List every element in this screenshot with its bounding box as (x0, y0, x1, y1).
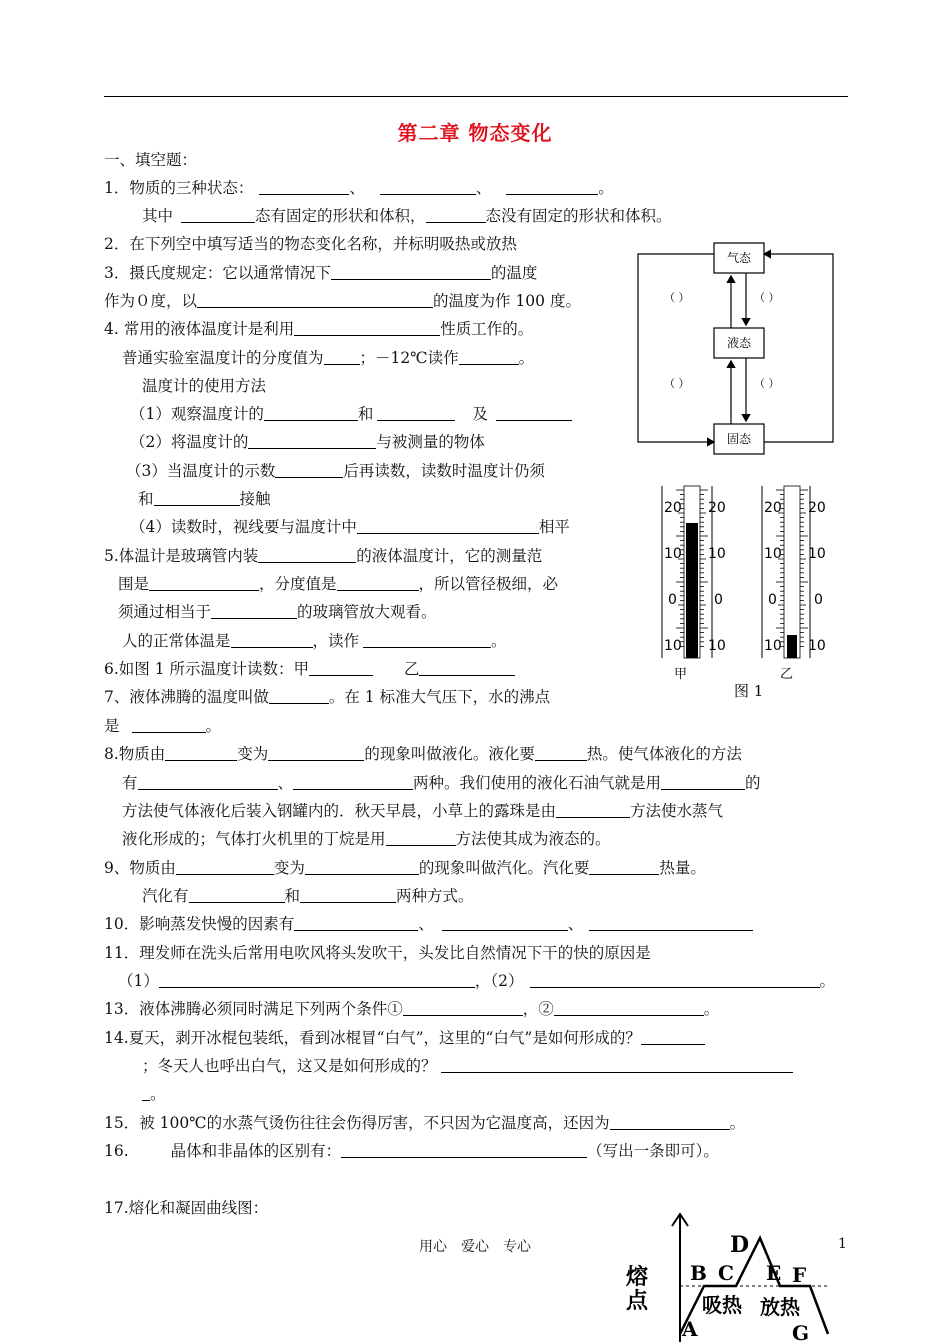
y-label-point: 点 (626, 1289, 649, 1314)
question-5-line-3: 须通过相当于 的玻璃管放大观看。 (118, 603, 437, 621)
question-13: 13．液体沸腾必须同时满足下列两个条件① ，② 。 (104, 1000, 720, 1018)
svg-text:20: 20 (808, 500, 826, 516)
svg-text:0: 0 (668, 592, 677, 608)
phase-change-diagram (630, 238, 840, 463)
question-8: 8.物质由 变为 的现象叫做液化。液化要 热。使气体液化的方法 (104, 745, 742, 763)
question-11: 11．理发师在洗头后常用电吹风将头发吹干，头发比自然情况下干的快的原因是 (104, 944, 651, 962)
question-9: 9、物质由 变为 的现象叫做汽化。汽化要 热量。 (104, 859, 706, 877)
point-E: E (766, 1261, 782, 1285)
chapter-title: 第二章 物态变化 (397, 121, 553, 145)
question-8-line-2: 有 、 两种。我们使用的液化石油气就是用 的 (122, 774, 761, 792)
question-14: 14.夏天，剥开冰棍包装纸，看到冰棍冒“白气”，这里的“白气”是如何形成的？ (104, 1028, 705, 1048)
blank-2: （ ） (754, 291, 780, 304)
svg-text:0: 0 (814, 592, 823, 608)
question-10: 10．影响蒸发快慢的因素有 、 、 (104, 914, 753, 934)
question-5-line-2: 围是 ，分度值是 ，所以管径极细，必 (118, 575, 559, 593)
svg-text:10: 10 (708, 546, 726, 562)
question-4-line-4: （1）观察温度计的 和 及 (130, 404, 572, 424)
point-A: A (682, 1317, 698, 1341)
question-14-line-2: ；冬天人也呼出白气，这又是如何形成的？ (142, 1056, 793, 1076)
thermometer-figure (650, 478, 850, 708)
svg-text:0: 0 (714, 592, 723, 608)
svg-text:10: 10 (764, 638, 782, 654)
question-7-line-2: 是 。 (104, 717, 222, 735)
question-4-line-5: （2）将温度计的 与被测量的物体 (130, 433, 485, 451)
question-16: 16. 晶体和非晶体的区别有： （写出一条即可）。 (104, 1142, 719, 1160)
page-number: 1 (838, 1236, 847, 1252)
question-8-line-4: 液化形成的；气体打火机里的丁烷是用 方法使其成为液态的。 (122, 830, 611, 848)
question-4: 4. 常用的液体温度计是利用 性质工作的。 (104, 320, 534, 338)
blank-1: （ ） (664, 291, 690, 304)
question-4-line-6: （3）当温度计的示数 后再读数，读数时温度计仍须 (126, 462, 545, 480)
question-9-line-2: 汽化有 和 两种方式。 (142, 887, 474, 905)
question-3-line-2: 作为０度，以 的温度为作 100 度。 (104, 292, 581, 310)
question-3: 3．摄氏度规定：它以通常情况下 的温度 (104, 264, 538, 282)
svg-text:10: 10 (764, 546, 782, 562)
header-rule (104, 96, 848, 97)
blank-3: （ ） (664, 377, 690, 390)
question-4-line-2: 普通实验室温度计的分度值为 ；－12℃读作 。 (122, 349, 535, 367)
svg-text:20: 20 (664, 500, 682, 516)
question-5-line-4: 人的正常体温是 ，读作 。 (122, 632, 507, 650)
point-B: B (690, 1261, 707, 1285)
question-11-line-2: （1） ，（2） 。 (118, 972, 836, 990)
thermometer-a (662, 486, 726, 682)
svg-text:10: 10 (808, 638, 826, 654)
svg-text:20: 20 (708, 500, 726, 516)
thermometer-b-label: 乙 (780, 667, 794, 682)
question-17: 17.熔化和凝固曲线图： (104, 1199, 269, 1217)
svg-text:10: 10 (664, 546, 682, 562)
gas-state-label: 气态 (726, 251, 752, 265)
point-F: F (792, 1263, 807, 1287)
thermometer-b (762, 486, 826, 682)
question-5: 5.体温计是玻璃管内装 的液体温度计，它的测量范 (104, 547, 543, 565)
svg-text:10: 10 (808, 546, 826, 562)
question-1-line-2: 其中 态有固定的形状和体积， 态没有固定的形状和体积。 (142, 207, 672, 225)
release-heat-label: 放热 (760, 1295, 800, 1319)
svg-text:10: 10 (664, 638, 682, 654)
point-G: G (792, 1321, 810, 1342)
blank-4: （ ） (754, 377, 780, 390)
question-15: 15．被 100℃的水蒸气烫伤往往会伤得厉害，不只因为它温度高，还因为 。 (104, 1114, 746, 1132)
absorb-heat-label: 吸热 (702, 1293, 742, 1317)
page-footer: 用心 爱心 专心 (419, 1239, 531, 1255)
thermometer-a-label: 甲 (674, 667, 688, 682)
svg-text:0: 0 (768, 592, 777, 608)
svg-text:20: 20 (764, 500, 782, 516)
point-D: D (730, 1232, 750, 1258)
question-4-line-7: 和 接触 (138, 490, 271, 508)
question-4-line-3: 温度计的使用方法 (142, 377, 267, 395)
question-4-line-8: （4）读数时，视线要与温度计中 相平 (130, 518, 570, 536)
section-heading: 一、填空题： (104, 151, 198, 169)
figure-caption: 图 1 (734, 682, 764, 700)
question-2: 2．在下列空中填写适当的物态变化名称，并标明吸热或放热 (104, 235, 517, 253)
question-14-line-3: 。 (142, 1084, 166, 1104)
y-label-melt: 熔 (626, 1265, 649, 1290)
point-C: C (718, 1261, 734, 1285)
question-6: 6.如图 1 所示温度计读数：甲 乙 (104, 659, 515, 679)
solid-state-label: 固态 (726, 432, 752, 446)
question-7: 7、液体沸腾的温度叫做 。在 1 标准大气压下，水的沸点 (104, 688, 551, 706)
liquid-state-label: 液态 (726, 336, 752, 350)
svg-text:10: 10 (708, 638, 726, 654)
question-1: 1．物质的三种状态： 、 、 。 (104, 179, 614, 197)
melting-curve-graph (620, 1208, 840, 1342)
question-8-line-3: 方法使气体液化后装入钢罐内的．秋天早晨，小草上的露珠是由 方法使水蒸气 (122, 802, 724, 820)
